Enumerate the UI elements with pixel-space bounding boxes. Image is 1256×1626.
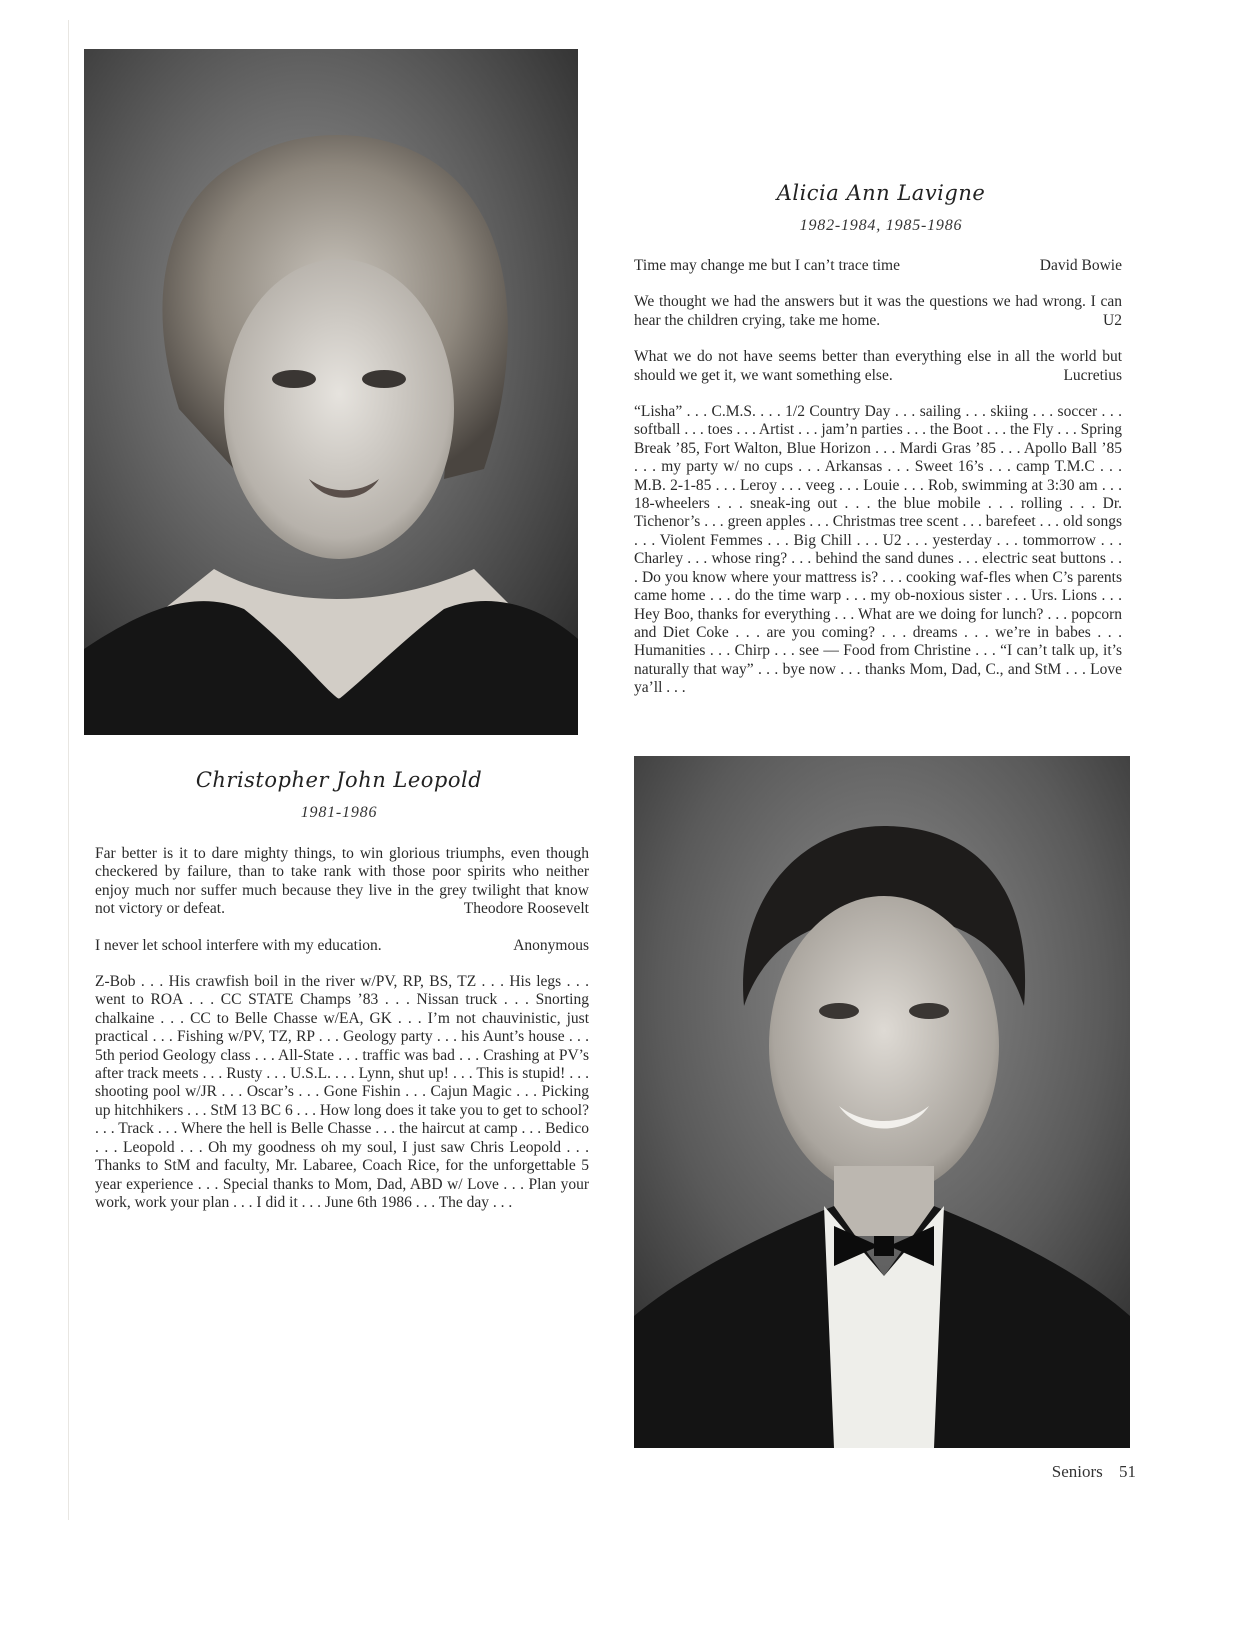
portrait-photo-christopher (634, 756, 1130, 1448)
quote-author: U2 (1103, 311, 1122, 329)
quote-alicia-1 (634, 257, 1122, 275)
quote-alicia-3 (634, 348, 1122, 385)
senior-years-christopher: 1981-1986 (300, 804, 378, 821)
page-gutter-shadow (68, 20, 69, 1520)
quote-author: Theodore Roosevelt (463, 900, 589, 918)
quote-text: What we do not have seems better than everything else in all the world but should we get it, we want something else. (634, 348, 1122, 384)
memories-christopher: Z-Bob . . . His crawfish boil in the river w/PV, RP, BS, TZ . . . His legs . . . went to ROA . . . CC STATE Champs ’83 . . . Nissan truck . . . Snorting chalkaine . . . CC to Belle Chasse w/EA, GK . . . I’m not chauvinistic, just practical . . . Fishing w/PV, TZ, RP . . . Geology party . . . his Aunt’s house . . . 5th period Geology class . . . All-State . . . traffic was bad . . . Crashing at PV’s after track meets . . . Rusty . . . U.S.L. . . . Lynn, shut up! . . . This is stupid! . . . shooting pool w/JR . . . Oscar’s . . . Gone Fishin . . . Cajun Magic . . . Picking up hitchhikers . . . StM 13 BC 6 . . . How long does it take you to get to school? . . . Track . . . Where the hell is Belle Chasse . . . the haircut at camp . . . Bedico . . . Leopold . . . Oh my goodness oh my soul, I just saw Chris Leopold . . . Thanks to StM and faculty, Mr. Labaree, Coach Rice, for the unforgettable 5 year experience . . . Special thanks to Mom, Dad, ABD w/ Love . . . Plan your work, work your plan . . . I did it . . . June 6th 1986 . . . The day . . . (95, 973, 589, 1211)
quote-text: Far better is it to dare mighty things, to win glorious triumphs, even though checkered by failure, than to take rank with those poor spirits who neither enjoy much nor suffer much because they live in the grey twilight that know not victory or defeat. (95, 845, 589, 918)
page-folio (1052, 1462, 1136, 1482)
portrait-photo-alicia (84, 49, 578, 735)
senior-text-christopher (95, 845, 589, 1212)
quote-christopher-2 (95, 937, 589, 955)
quote-text: Time may change me but I can’t trace time (634, 257, 900, 274)
quote-author: David Bowie (1039, 257, 1122, 274)
senior-years-alicia: 1982-1984, 1985-1986 (799, 217, 963, 234)
senior-text-alicia (634, 257, 1122, 698)
quote-author: Lucretius (1063, 366, 1122, 384)
quote-alicia-2 (634, 293, 1122, 330)
quote-text: We thought we had the answers but it was the questions we had wrong. I can hear the children crying, take me home. (634, 293, 1122, 329)
folio-section: Seniors (1051, 1462, 1103, 1481)
quote-author: Anonymous (513, 936, 589, 954)
senior-name-christopher: Christopher John Leopold (195, 768, 483, 792)
quote-text: I never let school interfere with my education. (95, 936, 382, 954)
quote-christopher-1 (95, 845, 589, 919)
folio-page-number: 51 (1119, 1462, 1136, 1481)
senior-name-alicia: Alicia Ann Lavigne (776, 181, 986, 205)
memories-alicia: “Lisha” . . . C.M.S. . . . 1/2 Country Day . . . sailing . . . skiing . . . soccer . . . softball . . . toes . . . Artist . . . jam’n parties . . . the Boot . . . the Fly . . . Spring Break ’85, Fort Walton, Blue Horizon . . . Mardi Gras ’85 . . . Apollo Ball ’85 . . . my party w/ no cups . . . Arkansas . . . Sweet 16’s . . . camp T.M.C . . . M.B. 2-1-85 . . . Leroy . . . veeg . . . Louie . . . Rob, swimming at 3:30 am . . . 18-wheelers . . . sneak-ing out . . . the blue mobile . . . rolling . . . Dr. Tichenor’s . . . green apples . . . Christmas tree scent . . . barefeet . . . old songs . . . Violent Femmes . . . Big Chill . . . U2 . . . yesterday . . . tommorrow . . . Charley . . . whose ring? . . . behind the sand dunes . . . electric seat buttons . . . Do you know where your mattress is? . . . cooking waf-fles when C’s parents came home . . . do the time warp . . . my ob-noxious sister . . . Urs. Lions . . . Hey Boo, thanks for everything . . . What are we doing for lunch? . . . popcorn and Diet Coke . . . are you coming? . . . dreams . . . we’re in babes . . . Humanities . . . Chirp . . . see — Food from Christine . . . “I can’t talk up, it’s naturally that way” . . . bye now . . . thanks Mom, Dad, C., and StM . . . Love ya’ll . . . (634, 403, 1122, 697)
